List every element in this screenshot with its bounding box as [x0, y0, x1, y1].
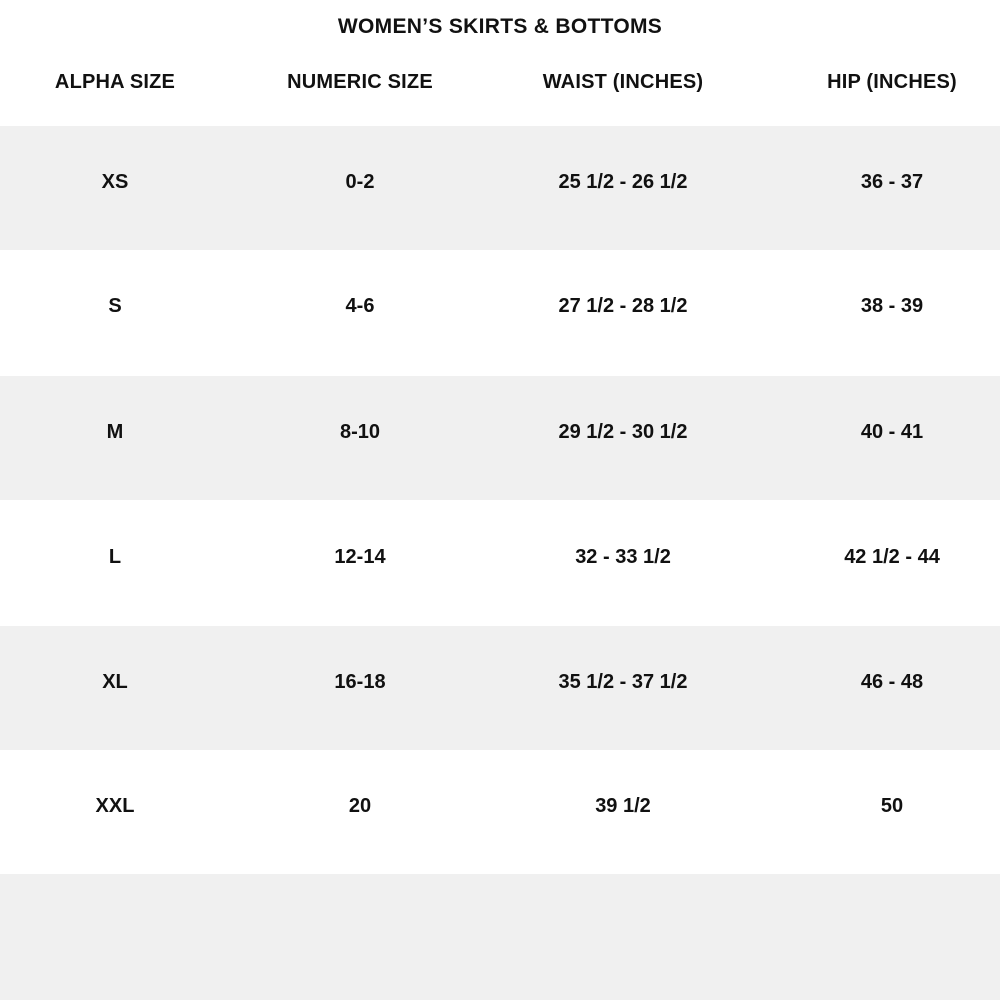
table-row: [0, 750, 1000, 874]
alpha-size-cell: XS: [101, 171, 129, 193]
column-header-alpha-size: ALPHA SIZE: [54, 71, 176, 93]
numeric-size-cell: 20: [348, 795, 372, 817]
hip-cell: 42 1/2 - 44: [844, 546, 940, 568]
hip-cell: 40 - 41: [860, 421, 924, 443]
numeric-size-cell: 4-6: [345, 295, 375, 317]
numeric-size-cell: 0-2: [345, 171, 375, 193]
table-row: [0, 376, 1000, 500]
numeric-size-cell: 8-10: [339, 421, 381, 443]
hip-cell: 50: [880, 795, 904, 817]
table-row: [0, 126, 1000, 250]
table-header: [0, 66, 1000, 98]
numeric-size-cell: 12-14: [334, 546, 386, 568]
table-row: [0, 626, 1000, 750]
alpha-size-cell: XL: [102, 671, 128, 693]
table-row: [0, 501, 1000, 625]
column-header-hip: HIP (INCHES): [827, 71, 957, 93]
waist-cell: 39 1/2: [595, 795, 651, 817]
column-header-numeric-size: NUMERIC SIZE: [287, 71, 433, 93]
waist-cell: 27 1/2 - 28 1/2: [558, 295, 688, 317]
chart-title: WOMEN’S SKIRTS & BOTTOMS: [337, 15, 663, 38]
table-row: [0, 250, 1000, 374]
alpha-size-cell: L: [108, 546, 122, 568]
waist-cell: 32 - 33 1/2: [575, 546, 671, 568]
column-header-waist: WAIST (INCHES): [542, 71, 704, 93]
waist-cell: 29 1/2 - 30 1/2: [558, 421, 688, 443]
hip-cell: 36 - 37: [860, 171, 924, 193]
alpha-size-cell: M: [106, 421, 124, 443]
alpha-size-cell: S: [108, 295, 122, 317]
hip-cell: 38 - 39: [860, 295, 924, 317]
alpha-size-cell: XXL: [95, 795, 135, 817]
empty-shaded-band: [0, 874, 1000, 1000]
waist-cell: 25 1/2 - 26 1/2: [558, 171, 688, 193]
hip-cell: 46 - 48: [860, 671, 924, 693]
waist-cell: 35 1/2 - 37 1/2: [558, 671, 688, 693]
numeric-size-cell: 16-18: [334, 671, 386, 693]
